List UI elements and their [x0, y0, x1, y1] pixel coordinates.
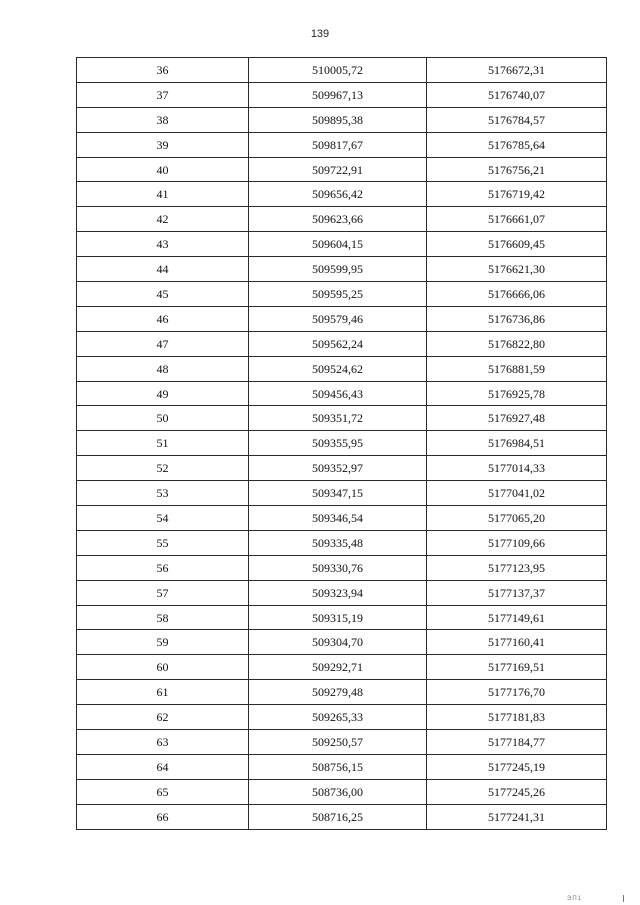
- y-coordinate-cell: 5176984,51: [427, 431, 607, 456]
- table-row: [77, 356, 607, 381]
- y-coordinate-cell: 5177184,77: [427, 730, 607, 755]
- table-row: [77, 630, 607, 655]
- table-row: [77, 107, 607, 132]
- y-coordinate-cell: 5177245,26: [427, 779, 607, 804]
- x-coordinate-cell: 509355,95: [249, 431, 427, 456]
- table-row: [77, 804, 607, 829]
- x-coordinate-cell: 509817,67: [249, 132, 427, 157]
- point-number-cell: 57: [77, 580, 249, 605]
- page-number: 139: [310, 28, 330, 40]
- x-coordinate-cell: 508716,25: [249, 804, 427, 829]
- table-row: [77, 655, 607, 680]
- x-coordinate-cell: 509279,48: [249, 680, 427, 705]
- x-coordinate-cell: 509595,25: [249, 282, 427, 307]
- y-coordinate-cell: 5177160,41: [427, 630, 607, 655]
- table-row: [77, 605, 607, 630]
- point-number-cell: 41: [77, 182, 249, 207]
- point-number-cell: 55: [77, 530, 249, 555]
- x-coordinate-cell: 509352,97: [249, 456, 427, 481]
- x-coordinate-cell: 509967,13: [249, 82, 427, 107]
- point-number-cell: 43: [77, 232, 249, 257]
- y-coordinate-cell: 5176666,06: [427, 282, 607, 307]
- y-coordinate-cell: 5177041,02: [427, 481, 607, 506]
- y-coordinate-cell: 5176785,64: [427, 132, 607, 157]
- y-coordinate-cell: 5177137,37: [427, 580, 607, 605]
- point-number-cell: 42: [77, 207, 249, 232]
- x-coordinate-cell: 509579,46: [249, 306, 427, 331]
- x-coordinate-cell: 509250,57: [249, 730, 427, 755]
- table-row: [77, 506, 607, 531]
- point-number-cell: 52: [77, 456, 249, 481]
- x-coordinate-cell: 509346,54: [249, 506, 427, 531]
- x-coordinate-cell: 509722,91: [249, 157, 427, 182]
- y-coordinate-cell: 5177176,70: [427, 680, 607, 705]
- x-coordinate-cell: 509347,15: [249, 481, 427, 506]
- point-number-cell: 59: [77, 630, 249, 655]
- y-coordinate-cell: 5177241,31: [427, 804, 607, 829]
- x-coordinate-cell: 509315,19: [249, 605, 427, 630]
- table-row: [77, 456, 607, 481]
- x-coordinate-cell: 508756,15: [249, 754, 427, 779]
- table-row: [77, 306, 607, 331]
- point-number-cell: 40: [77, 157, 249, 182]
- table-row: [77, 132, 607, 157]
- x-coordinate-cell: 510005,72: [249, 58, 427, 83]
- table-row: [77, 207, 607, 232]
- point-number-cell: 38: [77, 107, 249, 132]
- y-coordinate-cell: 5176609,45: [427, 232, 607, 257]
- x-coordinate-cell: 509323,94: [249, 580, 427, 605]
- point-number-cell: 46: [77, 306, 249, 331]
- coordinates-table: [76, 57, 607, 830]
- point-number-cell: 64: [77, 754, 249, 779]
- point-number-cell: 45: [77, 282, 249, 307]
- point-number-cell: 44: [77, 257, 249, 282]
- x-coordinate-cell: 509292,71: [249, 655, 427, 680]
- point-number-cell: 39: [77, 132, 249, 157]
- y-coordinate-cell: 5176756,21: [427, 157, 607, 182]
- table-row: [77, 82, 607, 107]
- table-row: [77, 182, 607, 207]
- y-coordinate-cell: 5176621,30: [427, 257, 607, 282]
- point-number-cell: 61: [77, 680, 249, 705]
- point-number-cell: 63: [77, 730, 249, 755]
- point-number-cell: 66: [77, 804, 249, 829]
- y-coordinate-cell: 5176784,57: [427, 107, 607, 132]
- x-coordinate-cell: 509351,72: [249, 406, 427, 431]
- table-row: [77, 157, 607, 182]
- x-coordinate-cell: 509562,24: [249, 331, 427, 356]
- table-row: [77, 730, 607, 755]
- table-row: [77, 282, 607, 307]
- x-coordinate-cell: 509599,95: [249, 257, 427, 282]
- table-row: [77, 331, 607, 356]
- point-number-cell: 53: [77, 481, 249, 506]
- point-number-cell: 58: [77, 605, 249, 630]
- y-coordinate-cell: 5177123,95: [427, 555, 607, 580]
- point-number-cell: 62: [77, 705, 249, 730]
- x-coordinate-cell: 509604,15: [249, 232, 427, 257]
- y-coordinate-cell: 5177149,61: [427, 605, 607, 630]
- table-row: [77, 232, 607, 257]
- y-coordinate-cell: 5176740,07: [427, 82, 607, 107]
- x-coordinate-cell: 508736,00: [249, 779, 427, 804]
- footer-tick: [623, 895, 624, 902]
- point-number-cell: 47: [77, 331, 249, 356]
- x-coordinate-cell: 509304,70: [249, 630, 427, 655]
- coordinates-table-body: [77, 58, 607, 830]
- point-number-cell: 56: [77, 555, 249, 580]
- y-coordinate-cell: 5176661,07: [427, 207, 607, 232]
- y-coordinate-cell: 5176881,59: [427, 356, 607, 381]
- point-number-cell: 49: [77, 381, 249, 406]
- table-row: [77, 58, 607, 83]
- x-coordinate-cell: 509524,62: [249, 356, 427, 381]
- point-number-cell: 65: [77, 779, 249, 804]
- table-row: [77, 530, 607, 555]
- y-coordinate-cell: 5176736,86: [427, 306, 607, 331]
- y-coordinate-cell: 5177014,33: [427, 456, 607, 481]
- point-number-cell: 36: [77, 58, 249, 83]
- table-row: [77, 431, 607, 456]
- y-coordinate-cell: 5177181,83: [427, 705, 607, 730]
- table-row: [77, 381, 607, 406]
- point-number-cell: 54: [77, 506, 249, 531]
- x-coordinate-cell: 509623,66: [249, 207, 427, 232]
- table-row: [77, 257, 607, 282]
- table-row: [77, 406, 607, 431]
- y-coordinate-cell: 5176925,78: [427, 381, 607, 406]
- table-row: [77, 481, 607, 506]
- x-coordinate-cell: 509456,43: [249, 381, 427, 406]
- x-coordinate-cell: 509265,33: [249, 705, 427, 730]
- x-coordinate-cell: 509895,38: [249, 107, 427, 132]
- y-coordinate-cell: 5176822,80: [427, 331, 607, 356]
- x-coordinate-cell: 509330,76: [249, 555, 427, 580]
- y-coordinate-cell: 5177065,20: [427, 506, 607, 531]
- table-row: [77, 754, 607, 779]
- point-number-cell: 48: [77, 356, 249, 381]
- table-row: [77, 555, 607, 580]
- table-row: [77, 580, 607, 605]
- point-number-cell: 60: [77, 655, 249, 680]
- table-row: [77, 779, 607, 804]
- point-number-cell: 50: [77, 406, 249, 431]
- point-number-cell: 51: [77, 431, 249, 456]
- x-coordinate-cell: 509335,48: [249, 530, 427, 555]
- y-coordinate-cell: 5176672,31: [427, 58, 607, 83]
- point-number-cell: 37: [77, 82, 249, 107]
- y-coordinate-cell: 5176927,48: [427, 406, 607, 431]
- y-coordinate-cell: 5176719,42: [427, 182, 607, 207]
- y-coordinate-cell: 5177169,51: [427, 655, 607, 680]
- table-row: [77, 705, 607, 730]
- x-coordinate-cell: 509656,42: [249, 182, 427, 207]
- table-row: [77, 680, 607, 705]
- footer-mark: ЭП1: [567, 896, 582, 902]
- y-coordinate-cell: 5177245,19: [427, 754, 607, 779]
- y-coordinate-cell: 5177109,66: [427, 530, 607, 555]
